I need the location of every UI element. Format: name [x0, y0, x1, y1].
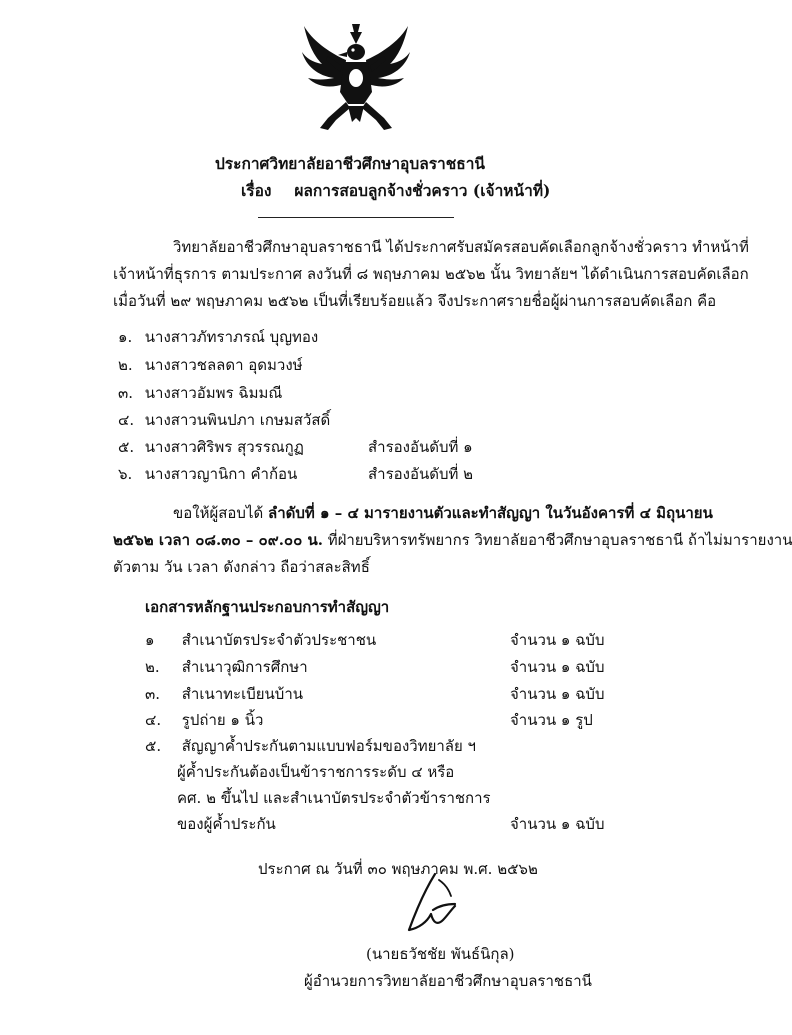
document-name-continued: คศ. ๒ ขึ้นไป และสำเนาบัตรประจำตัวข้าราชการ [177, 789, 491, 807]
announcement-subject [241, 178, 550, 203]
document-quantity: จำนวน ๑ ฉบับ [510, 685, 605, 703]
item-number: ๓. [118, 384, 134, 402]
list-item [118, 325, 318, 349]
announcement-date: ประกาศ ณ วันที่ ๓๐ พฤษภาคม พ.ศ. ๒๕๖๒ [258, 860, 538, 878]
document-name: สำเนาทะเบียนบ้าน [181, 685, 303, 703]
report-line-1 [173, 501, 713, 525]
intro-line-1: วิทยาลัยอาชีวศึกษาอุบลราชธานี ได้ประกาศรับสมัครสอบคัดเลือกลูกจ้างชั่วคราว ทำหน้าที่ [173, 238, 749, 256]
header-divider [258, 217, 454, 218]
documents-heading: เอกสารหลักฐานประกอบการทำสัญญา [145, 598, 390, 616]
report-line-3: ตัวตาม วัน เวลา ดังกล่าว ถือว่าสละสิทธิ์ [113, 558, 370, 576]
signature [395, 870, 475, 940]
report-emphasis: ลำดับที่ ๑ – ๔ มารายงานตัวและทำสัญญา ในวันอังคารที่ ๔ มิถุนายน [268, 504, 713, 522]
document-name: สัญญาค้ำประกันตามแบบฟอร์มของวิทยาลัย ฯ [181, 737, 476, 755]
report-time: ๒๕๖๒ เวลา ๐๘.๓๐ – ๐๙.๐๐ น. [113, 531, 323, 549]
item-number: ๑ [145, 631, 155, 649]
item-number: ๕. [118, 438, 135, 456]
list-item [145, 708, 263, 732]
report-intro-text: ขอให้ผู้สอบได้ [173, 504, 269, 522]
passer-name: นางสาวภัทราภรณ์ บุญทอง [144, 328, 319, 346]
list-item [118, 435, 304, 459]
document-quantity: จำนวน ๑ รูป [510, 711, 593, 729]
list-item [118, 462, 297, 486]
document-quantity: จำนวน ๑ ฉบับ [510, 631, 605, 649]
passer-name: นางสาวนพินปภา เกษมสวัสดิ์ [144, 411, 331, 429]
item-number: ๔. [145, 711, 162, 729]
list-item [145, 682, 303, 706]
signatory-position: ผู้อำนวยการวิทยาลัยอาชีวศึกษาอุบลราชธานี [304, 972, 592, 990]
document-name: สำเนาบัตรประจำตัวประชาชน [181, 631, 377, 649]
passer-name: นางสาวอัมพร ฉิมมณี [144, 384, 283, 402]
passer-name: นางสาวญานิกา คำก้อน [144, 465, 298, 483]
item-number: ๕. [145, 737, 162, 755]
intro-line-2: เจ้าหน้าที่ธุรการ ตามประกาศ ลงวันที่ ๘ พฤษภาคม ๒๕๖๒ นั้น วิทยาลัยฯ ได้ดำเนินการสอบคัดเลือก [113, 265, 749, 283]
item-number: ๒. [145, 658, 160, 676]
list-item [118, 381, 282, 405]
garuda-emblem [298, 22, 414, 134]
document-name: รูปถ่าย ๑ นิ้ว [181, 711, 264, 729]
item-number: ๑. [118, 328, 133, 346]
subject-text: ผลการสอบลูกจ้างชั่วคราว (เจ้าหน้าที่) [294, 181, 551, 200]
intro-line-3: เมื่อวันที่ ๒๙ พฤษภาคม ๒๕๖๒ เป็นที่เรียบร้อยแล้ว จึงประกาศรายชื่อผู้ผ่านการสอบคัดเลือก คือ [113, 292, 717, 310]
reserve-note: สำรองอันดับที่ ๑ [368, 438, 473, 456]
document-name: สำเนาวุฒิการศึกษา [181, 658, 308, 676]
passer-name: นางสาวศิริพร สุวรรณกูฏ [144, 438, 304, 456]
list-item [145, 734, 476, 758]
document-quantity: จำนวน ๑ ฉบับ [510, 815, 605, 833]
list-item [145, 628, 376, 652]
announcement-title: ประกาศวิทยาลัยอาชีวศึกษาอุบลราชธานี [214, 154, 486, 173]
passer-name: นางสาวชลลดา อุดมวงษ์ [144, 356, 303, 374]
document-name-continued: ของผู้ค้ำประกัน [177, 815, 276, 833]
list-item [145, 655, 308, 679]
report-line-2 [113, 528, 792, 552]
document-name-continued: ผู้ค้ำประกันต้องเป็นข้าราชการระดับ ๔ หรือ [177, 763, 455, 781]
item-number: ๒. [118, 356, 133, 374]
document-quantity: จำนวน ๑ ฉบับ [510, 658, 605, 676]
reserve-note: สำรองอันดับที่ ๒ [368, 465, 474, 483]
item-number: ๖. [118, 465, 133, 483]
item-number: ๔. [118, 411, 135, 429]
list-item [118, 408, 330, 432]
item-number: ๓. [145, 685, 161, 703]
subject-label: เรื่อง [241, 181, 272, 200]
list-item [118, 353, 303, 377]
report-location: ที่ฝ่ายบริหารทรัพยากร วิทยาลัยอาชีวศึกษาอุบลราชธานี ถ้าไม่มารายงาน [322, 531, 792, 549]
signatory-name: (นายธวัชชัย พันธ์นิกุล) [366, 945, 515, 963]
